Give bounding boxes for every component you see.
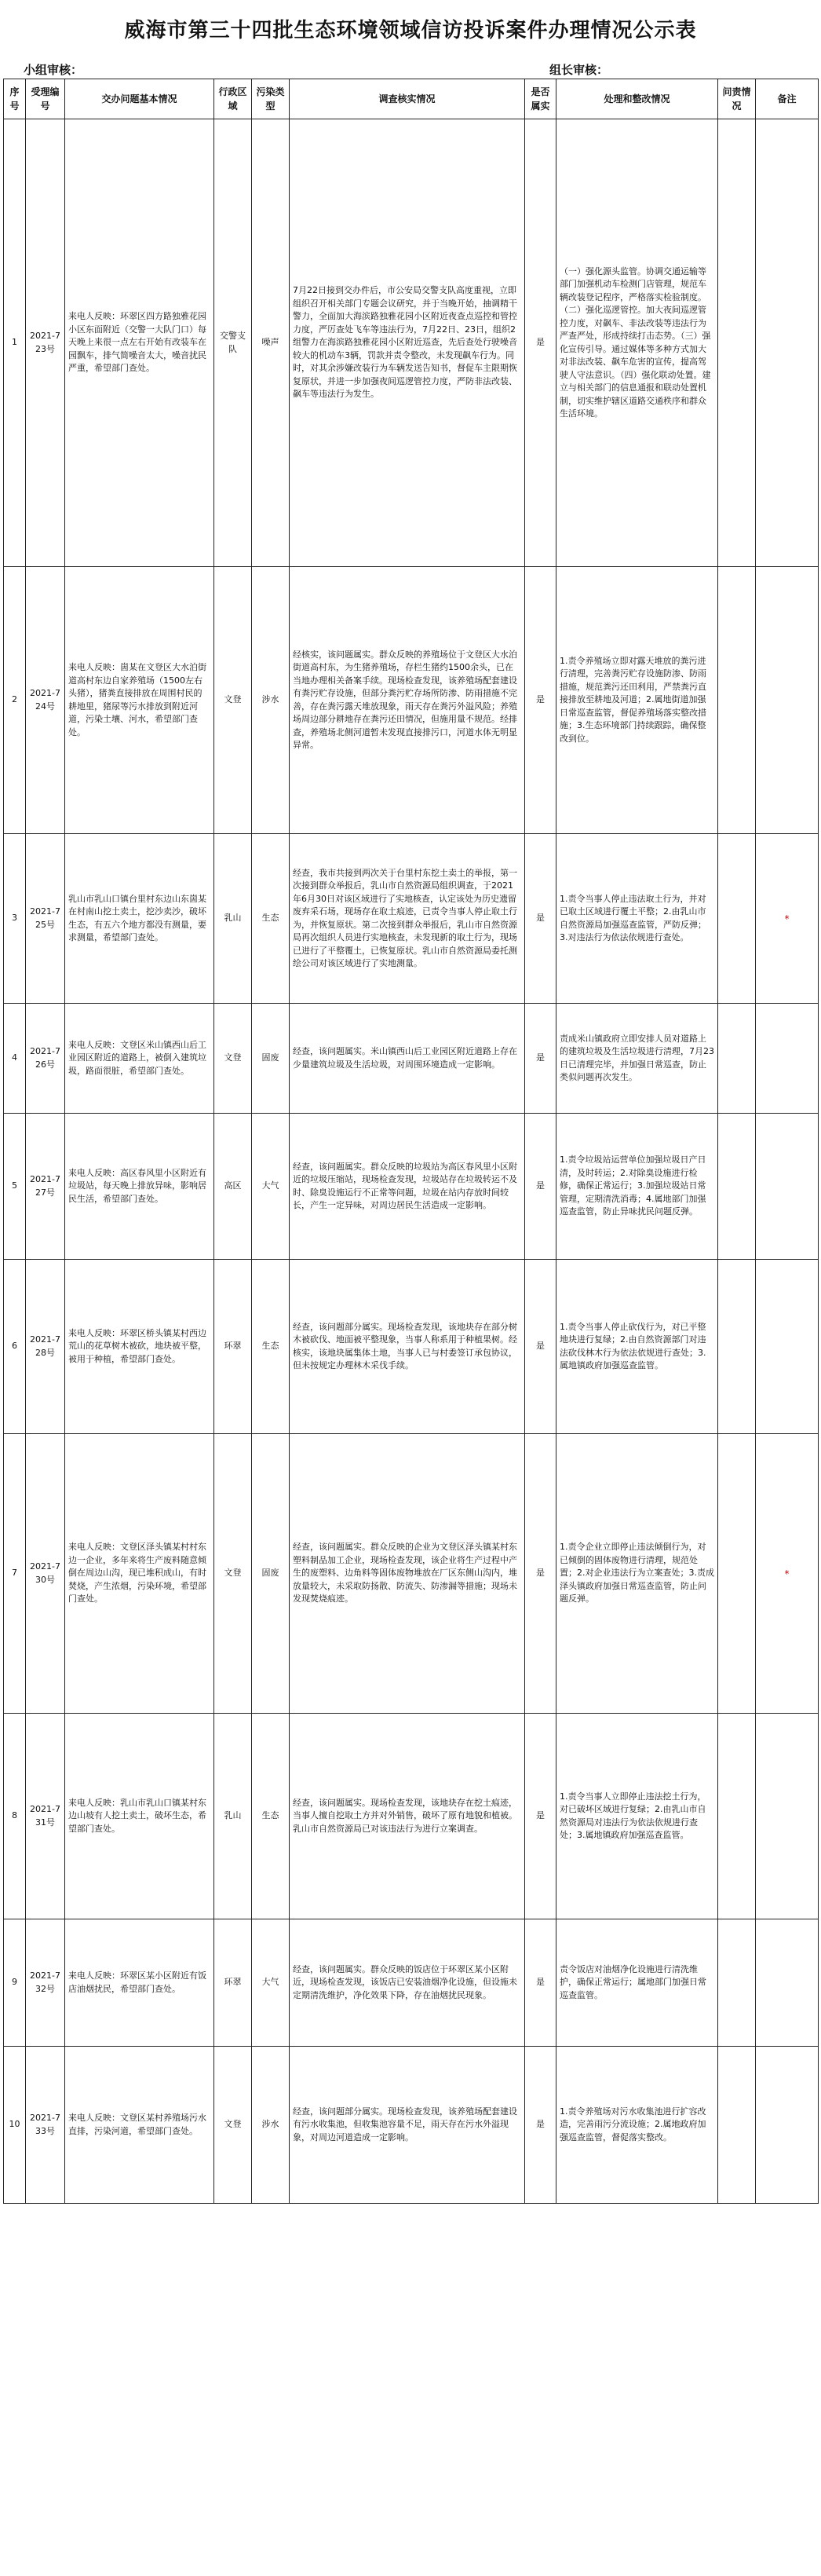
table-row <box>4 567 819 834</box>
row-handling: 1.责令当事人立即停止违法挖土行为，对已破坏区域进行复绿；2.由乳山市自然资源局对违法行为依法依规进行查处；3.属地镇政府加强巡查监管。 <box>556 1714 718 1919</box>
row-area: 文登 <box>214 567 252 834</box>
row-accountability <box>718 1434 756 1714</box>
row-type: 涉水 <box>252 2047 290 2204</box>
table-row <box>4 119 819 567</box>
row-investigation: 7月22日接到交办件后，市公安局交警支队高度重视，立即组织召开相关部门专题会议研究，并于当晚开始，抽调精干警力，全面加大海滨路独雅花园小区附近夜查点巡控和管控力度，严厉查处飞车等违法行为，7月22日、23日，组织2组警力在海滨路独雅花园小区附近巡查，先后查处行驶噪音较大的机动车3辆，罚款并责令整改，未发现飙车行为。同时，对其余涉嫌改装行为车辆发送告知书，督促车主限期恢复原状，并进一步加强夜间巡逻管控力度，严防非法改装、飙车等违法行为发生。 <box>290 119 525 567</box>
row-handling: 责令饭店对油烟净化设施进行清洗维护，确保正常运行；属地部门加强日常巡查监管。 <box>556 1919 718 2047</box>
row-accountability <box>718 567 756 834</box>
row-code: 2021-727号 <box>26 1114 65 1260</box>
row-issue: 来电人反映：环翠区某小区附近有饭店油烟扰民，希望部门查处。 <box>65 1919 214 2047</box>
row-no: 3 <box>4 834 26 1004</box>
complaint-table <box>3 79 819 2204</box>
row-handling: 1.责令当事人停止砍伐行为，对已平整地块进行复绿；2.由自然资源部门对违法砍伐林木行为依法依规进行查处；3.属地镇政府加强巡查监管。 <box>556 1260 718 1434</box>
row-no: 4 <box>4 1004 26 1114</box>
row-area: 文登 <box>214 1004 252 1114</box>
row-code: 2021-726号 <box>26 1004 65 1114</box>
row-handling: 1.责令当事人停止违法取土行为，并对已取土区域进行覆土平整；2.由乳山市自然资源局加强巡查监管，严防反弹；3.对违法行为依法依规进行查处。 <box>556 834 718 1004</box>
row-type: 生态 <box>252 834 290 1004</box>
table-header-row <box>4 79 819 119</box>
row-type: 固废 <box>252 1004 290 1114</box>
row-investigation: 经查，该问题属实。现场检查发现，该地块存在挖土痕迹，当事人擅自挖取土方并对外销售，破坏了原有地貌和植被。乳山市自然资源局已对该违法行为进行立案调查。 <box>290 1714 525 1919</box>
row-type: 大气 <box>252 1919 290 2047</box>
row-area: 乳山 <box>214 834 252 1004</box>
row-handling: 1.责令垃圾站运营单位加强垃圾日产日清，及时转运；2.对除臭设施进行检修，确保正常运行；3.加强垃圾站日常管理，定期清洗消毒；4.属地部门加强巡查监管，防止异味扰民问题反弹。 <box>556 1114 718 1260</box>
row-no: 8 <box>4 1714 26 1919</box>
row-area: 环翠 <box>214 1260 252 1434</box>
table-row <box>4 1260 819 1434</box>
table-row <box>4 834 819 1004</box>
row-investigation: 经核实，该问题属实。群众反映的养殖场位于文登区大水泊街道高村东，为生猪养殖场，存栏生猪约1500余头，已在当地办理相关备案手续。现场检查发现，该养殖场配套建设有粪污贮存设施，但部分粪污贮存场所防渗、防雨措施不完善，存在粪污露天堆放现象，雨天存在粪污外溢风险；养殖场周边部分耕地存在粪污还田情况，但施用量不规范。经排查，养殖场北侧河道暂未发现直接排污口，河道水体无明显异常。 <box>290 567 525 834</box>
row-handling: 1.责令养殖场立即对露天堆放的粪污进行清理，完善粪污贮存设施防渗、防雨措施，规范粪污还田利用，严禁粪污直接排放至耕地及河道；2.属地街道加强日常巡查监管，督促养殖场落实整改措施；3.生态环境部门持续跟踪，确保整改到位。 <box>556 567 718 834</box>
table-row <box>4 1919 819 2047</box>
row-no: 2 <box>4 567 26 834</box>
row-verified: 是 <box>525 2047 556 2204</box>
row-no: 10 <box>4 2047 26 2204</box>
row-type: 固废 <box>252 1434 290 1714</box>
row-remark <box>756 1114 819 1260</box>
row-investigation: 经查，该问题部分属实。现场检查发现，该养殖场配套建设有污水收集池，但收集池容量不足，雨天存在污水外溢现象，对周边河道造成一定影响。 <box>290 2047 525 2204</box>
col-header-code: 受理编号 <box>26 79 65 119</box>
row-area: 文登 <box>214 2047 252 2204</box>
row-remark <box>756 567 819 834</box>
row-code: 2021-732号 <box>26 1919 65 2047</box>
row-accountability <box>718 1919 756 2047</box>
row-investigation: 经查，该问题属实。米山镇西山后工业园区附近道路上存在少量建筑垃圾及生活垃圾，对周围环境造成一定影响。 <box>290 1004 525 1114</box>
row-verified: 是 <box>525 1919 556 2047</box>
row-area: 环翠 <box>214 1919 252 2047</box>
row-accountability <box>718 2047 756 2204</box>
row-issue: 来电人反映：崮某在文登区大水泊街道高村东边自家养殖场（1500左右头猪），猪粪直接排放在周围村民的耕地里，猪尿等污水排放到附近河道，污染土壤、河水，希望部门查处。 <box>65 567 214 834</box>
row-handling: （一）强化源头监管。协调交通运输等部门加强机动车检测门店管理，规范车辆改装登记程序，严格落实检验制度。（二）强化巡逻管控。加大夜间巡逻管控力度，对飙车、非法改装等违法行为严查严处，形成持续打击态势。（三）强化宣传引导。通过媒体等多种方式加大对非法改装、飙车危害的宣传，提高驾驶人守法意识。（四）强化联动处置。建立与相关部门的信息通报和联动处置机制，切实维护辖区道路交通秩序和群众生活环境。 <box>556 119 718 567</box>
row-accountability <box>718 119 756 567</box>
row-no: 1 <box>4 119 26 567</box>
row-type: 生态 <box>252 1260 290 1434</box>
row-code: 2021-723号 <box>26 119 65 567</box>
row-verified: 是 <box>525 1114 556 1260</box>
row-no: 9 <box>4 1919 26 2047</box>
row-remark: * <box>756 1434 819 1714</box>
row-issue: 来电人反映：高区春风里小区附近有垃圾站，每天晚上排放异味，影响居民生活，希望部门查处。 <box>65 1114 214 1260</box>
row-issue: 来电人反映：乳山市乳山口镇某村东边山坡有人挖土卖土，破坏生态，希望部门查处。 <box>65 1714 214 1919</box>
group-review-label: 小组审核： <box>24 63 83 77</box>
row-verified: 是 <box>525 1260 556 1434</box>
row-remark <box>756 1919 819 2047</box>
col-header-type: 污染类型 <box>252 79 290 119</box>
row-type: 生态 <box>252 1714 290 1919</box>
row-remark <box>756 1260 819 1434</box>
row-type: 噪声 <box>252 119 290 567</box>
row-verified: 是 <box>525 119 556 567</box>
row-verified: 是 <box>525 1004 556 1114</box>
row-verified: 是 <box>525 1714 556 1919</box>
row-issue: 来电人反映：文登区泽头镇某村村东边一企业，多年来将生产废料随意倾倒在周边山沟，现已堆积成山，有时焚烧，产生浓烟，污染环境，希望部门查处。 <box>65 1434 214 1714</box>
row-verified: 是 <box>525 1434 556 1714</box>
row-investigation: 经查，该问题属实。群众反映的垃圾站为高区春风里小区附近的垃圾压缩站，现场检查发现，垃圾站存在垃圾转运不及时、除臭设施运行不正常等问题，垃圾在站内存放时间较长，产生一定异味，对周边居民生活造成一定影响。 <box>290 1114 525 1260</box>
row-verified: 是 <box>525 567 556 834</box>
row-investigation: 经查，该问题部分属实。现场检查发现，该地块存在部分树木被砍伐、地面被平整现象，当事人称系用于种植果树。经核实，该地块属集体土地，当事人已与村委签订承包协议，但未按规定办理林木采伐手续。 <box>290 1260 525 1434</box>
col-header-area: 行政区域 <box>214 79 252 119</box>
page-title: 威海市第三十四批生态环境领域信访投诉案件办理情况公示表 <box>124 18 697 42</box>
col-header-verified: 是否属实 <box>525 79 556 119</box>
col-header-remark: 备注 <box>756 79 819 119</box>
row-accountability <box>718 1114 756 1260</box>
table-body <box>4 119 819 2204</box>
row-accountability <box>718 1714 756 1919</box>
row-issue: 来电人反映：环翠区桥头镇某村西边荒山的花草树木被砍，地块被平整，被用于种植，希望部门查处。 <box>65 1260 214 1434</box>
table-row <box>4 2047 819 2204</box>
row-remark <box>756 2047 819 2204</box>
table-row <box>4 1714 819 1919</box>
row-code: 2021-728号 <box>26 1260 65 1434</box>
row-issue: 来电人反映：环翠区四方路独雅花园小区东面附近（交警一大队门口）每天晚上来很一点左右开始有改装车在园飘车，排气简噪音太大，噪音扰民严重，希望部门查处。 <box>65 119 214 567</box>
row-code: 2021-730号 <box>26 1434 65 1714</box>
col-header-accountability: 问责情况 <box>718 79 756 119</box>
row-code: 2021-731号 <box>26 1714 65 1919</box>
table-row <box>4 1434 819 1714</box>
row-area: 乳山 <box>214 1714 252 1919</box>
row-verified: 是 <box>525 834 556 1004</box>
col-header-handling: 处理和整改情况 <box>556 79 718 119</box>
row-code: 2021-724号 <box>26 567 65 834</box>
row-no: 7 <box>4 1434 26 1714</box>
row-investigation: 经查，我市共接到两次关于台里村东挖土卖土的举报，第一次接到群众举报后，乳山市自然资源局组织调查，于2021年6月30日对该区域进行了实地核查，认定该处为历史遗留废弃采石场，现场存在取土痕迹，已责令当事人停止取土行为，并恢复原状。第二次接到群众举报后，乳山市自然资源局再次组织人员进行实地核查，未发现新的取土行为，现场已进行了平整覆土，已恢复原状。乳山市自然资源局委托测绘公司对该区域进行了实地测量。 <box>290 834 525 1004</box>
row-area: 交警支队 <box>214 119 252 567</box>
row-handling: 责成米山镇政府立即安排人员对道路上的建筑垃圾及生活垃圾进行清理，7月23日已清理完毕，并加强日常巡查，防止类似问题再次发生。 <box>556 1004 718 1114</box>
row-remark <box>756 1714 819 1919</box>
col-header-no: 序号 <box>4 79 26 119</box>
row-accountability <box>718 1004 756 1114</box>
row-issue: 来电人反映：文登区某村养殖场污水直排，污染河道，希望部门查处。 <box>65 2047 214 2204</box>
table-row <box>4 1114 819 1260</box>
row-accountability <box>718 834 756 1004</box>
row-no: 5 <box>4 1114 26 1260</box>
leader-review-label: 组长审核： <box>549 63 609 77</box>
col-header-investigation: 调查核实情况 <box>290 79 525 119</box>
row-handling: 1.责令企业立即停止违法倾倒行为，对已倾倒的固体废物进行清理，规范处置；2.对企业违法行为立案查处；3.责成泽头镇政府加强日常巡查监管，防止问题反弹。 <box>556 1434 718 1714</box>
row-investigation: 经查，该问题属实。群众反映的饭店位于环翠区某小区附近，现场检查发现，该饭店已安装油烟净化设施，但设施未定期清洗维护，净化效果下降，存在油烟扰民现象。 <box>290 1919 525 2047</box>
row-accountability <box>718 1260 756 1434</box>
row-no: 6 <box>4 1260 26 1434</box>
row-type: 涉水 <box>252 567 290 834</box>
row-remark: * <box>756 834 819 1004</box>
row-code: 2021-733号 <box>26 2047 65 2204</box>
row-code: 2021-725号 <box>26 834 65 1004</box>
row-type: 大气 <box>252 1114 290 1260</box>
col-header-issue: 交办问题基本情况 <box>65 79 214 119</box>
row-investigation: 经查，该问题属实。群众反映的企业为文登区泽头镇某村东塑料制品加工企业，现场检查发现，该企业将生产过程中产生的废塑料、边角料等固体废物堆放在厂区东侧山沟内，堆放量较大，未采取防扬散、防流失、防渗漏等措施；现场未发现焚烧痕迹。 <box>290 1434 525 1714</box>
row-remark <box>756 1004 819 1114</box>
row-area: 高区 <box>214 1114 252 1260</box>
row-area: 文登 <box>214 1434 252 1714</box>
table-row <box>4 1004 819 1114</box>
row-issue: 来电人反映：文登区米山镇西山后工业园区附近的道路上，被倒入建筑垃圾，路面很脏，希望部门查处。 <box>65 1004 214 1114</box>
row-remark <box>756 119 819 567</box>
row-handling: 1.责令养殖场对污水收集池进行扩容改造，完善雨污分流设施；2.属地政府加强巡查监管，督促落实整改。 <box>556 2047 718 2204</box>
row-issue: 乳山市乳山口镇台里村东边山东崮某在村南山挖土卖土，挖沙卖沙，破坏生态，有五六个地方都没有测量，要求测量，希望部门查处。 <box>65 834 214 1004</box>
